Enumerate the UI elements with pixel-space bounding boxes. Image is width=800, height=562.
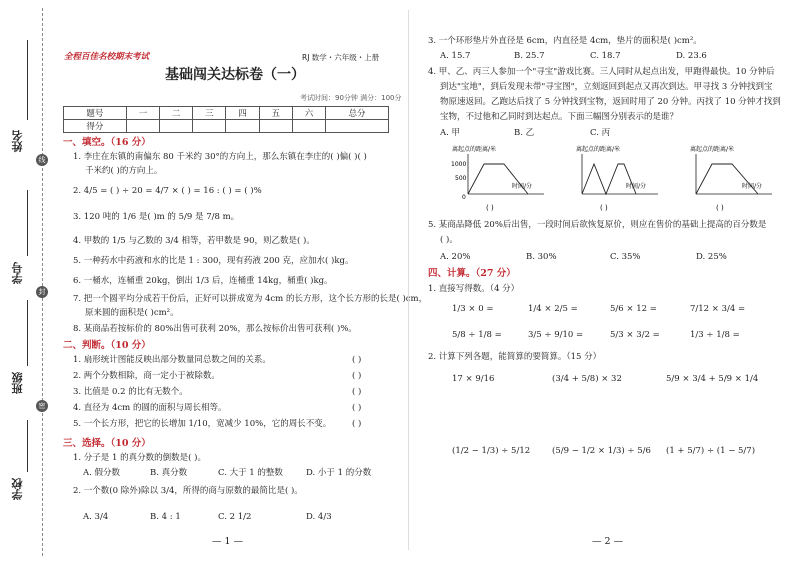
- page-divider: [408, 10, 409, 550]
- binding-dashed-line: [42, 8, 43, 556]
- choice-q3-c[interactable]: C. 18.7: [590, 51, 621, 61]
- table-cell: 题号: [64, 107, 127, 120]
- judge-item-1: 1. 扇形统计图能反映出部分数量同总数之间的关系。: [73, 355, 271, 365]
- direct-calc-7: 5/3 × 3/2 =: [610, 330, 660, 340]
- q1-line1: 1. 李庄在东镇的南偏东 80 千米约 30°的方向上，那么东镇在李庄的( )偏( )( ): [73, 152, 367, 162]
- graph-1-answer[interactable]: ( ): [486, 204, 494, 212]
- q2: 2. 4/5 = ( ) ÷ 20 = 4/7 × ( ) = 16 : ( ) = ( )%: [73, 186, 262, 196]
- choice-q5-line1: 5. 某商品降低 20%后出售，一段时间后欲恢复原价，则应在售价的基础上提高的百分数是: [428, 220, 767, 230]
- section4-sub1: 1. 直接写得数。（4 分）: [428, 284, 520, 294]
- score-table: [63, 106, 389, 133]
- calc-4: (1/2 − 1/3) ÷ 5/12: [452, 446, 531, 456]
- judge-item-5: 5. 一个长方形，把它的长增加 1/10，宽减少 10%，它的周长不变。: [73, 419, 332, 429]
- calc-1: 17 × 9/16: [452, 374, 495, 384]
- binding-mark-secret: 密: [36, 400, 48, 412]
- choice-q5-b[interactable]: B. 30%: [526, 252, 557, 262]
- table-cell: 总分: [326, 107, 389, 120]
- choice-q3-b[interactable]: B. 25.7: [514, 51, 545, 61]
- q7-line1: 7. 把一个圆平均分成若干份后，正好可以拼成宽为 4cm 的长方形，这个长方形的长是( )cm，: [73, 294, 428, 304]
- q4: 4. 甲数的 1/5 与乙数的 3/4 相等，若甲数是 90，则乙数是( )。: [73, 236, 315, 246]
- choice-q4-line2: 到达"宝地"，到后发现未带"寻宝图"，立刻返回到起点又再次到达。甲寻找 3 分钟找到宝: [440, 82, 773, 92]
- graph-1-tick-1000: 1000: [451, 161, 467, 168]
- table-cell: 得分: [64, 120, 127, 133]
- class-line: [27, 300, 28, 366]
- choice-q4-c[interactable]: C. 丙: [590, 128, 611, 138]
- direct-calc-3: 5/6 × 12 =: [610, 304, 657, 314]
- choice-q2-a[interactable]: A. 3/4: [83, 512, 109, 522]
- graph-1-xlabel: 时间/分: [512, 183, 533, 190]
- choice-q2-c[interactable]: C. 2 1/2: [218, 512, 252, 522]
- section2-title: 二、判断。（10 分）: [63, 340, 151, 351]
- choice-q3-d[interactable]: D. 23.6: [676, 51, 707, 61]
- graph-2-answer[interactable]: ( ): [600, 204, 608, 212]
- choice-q1: 1. 分子是 1 的真分数的倒数是( )。: [73, 453, 206, 463]
- page-number-2: — 2 —: [592, 536, 624, 547]
- choice-q5-d[interactable]: D. 25%: [696, 252, 727, 262]
- calc-5: (5/9 − 1/2 × 1/3) ÷ 5/6: [552, 446, 651, 456]
- choice-q5-line2: ( )。: [440, 235, 458, 245]
- choice-q5-c[interactable]: C. 35%: [610, 252, 641, 262]
- direct-calc-2: 1/4 × 2/5 =: [528, 304, 578, 314]
- choice-q2: 2. 一个数(0 除外)除以 3/4，所得的商与原数的最简比是( )。: [73, 486, 303, 496]
- direct-calc-6: 3/5 ÷ 9/10 =: [528, 330, 584, 340]
- graph-3-answer[interactable]: ( ): [716, 204, 724, 212]
- table-cell: 三: [193, 107, 226, 120]
- distance-time-graphs: [436, 142, 794, 214]
- choice-q1-c[interactable]: C. 大于 1 的整数: [218, 468, 283, 478]
- series-name: 全程百佳名校期末考试: [64, 52, 150, 62]
- score-table-header-row: [64, 107, 389, 120]
- page-title: 基础闯关达标卷（一）: [165, 67, 305, 83]
- direct-calc-8: 1/3 ÷ 1/8 =: [690, 330, 740, 340]
- judge-answer-2[interactable]: ( ): [352, 371, 362, 381]
- choice-q3: 3. 一个环形垫片外直径是 6cm，内直径是 4cm，垫片的面积是( )cm²。: [428, 36, 702, 46]
- judge-item-2: 2. 两个分数相除，商一定小于被除数。: [73, 371, 220, 381]
- judge-answer-5[interactable]: ( ): [352, 419, 362, 429]
- score-table-score-row: [64, 120, 389, 133]
- graph-3: [690, 145, 772, 212]
- judge-item-3: 3. 比值是 0.2 的比有无数个。: [73, 387, 188, 397]
- judge-answer-4[interactable]: ( ): [352, 403, 362, 413]
- graph-1: [451, 145, 544, 212]
- score-input-cell[interactable]: [160, 120, 193, 133]
- calc-3: 5/9 × 3/4 + 5/9 × 1/4: [666, 374, 759, 384]
- q7-line2: 原来圆的面积是( )cm²。: [85, 308, 179, 318]
- table-cell: 二: [160, 107, 193, 120]
- choice-q1-d[interactable]: D. 小于 1 的分数: [306, 468, 372, 478]
- q1-line2: 千米约( )的方向上。: [85, 166, 163, 176]
- choice-q2-b[interactable]: B. 4 : 1: [150, 512, 181, 522]
- exam-info: 考试时间：90分钟 满分：100分: [300, 94, 402, 102]
- table-cell: 五: [259, 107, 292, 120]
- class-label: 班级: [11, 372, 24, 394]
- score-input-cell[interactable]: [193, 120, 226, 133]
- table-cell: 一: [126, 107, 159, 120]
- graph-2-ylabel: 离起点的距离/米: [576, 146, 621, 153]
- section1-title: 一、填空。（16 分）: [63, 137, 151, 148]
- choice-q4-line1: 4. 甲、乙、丙三人参加一个"寻宝"游戏比赛。三人同时从起点出发，甲跑得最快。10 分钟后: [428, 67, 775, 77]
- direct-calc-4: 7/12 × 3/4 =: [690, 304, 746, 314]
- graph-3-ylabel: 离起点的距离/米: [690, 146, 735, 153]
- choice-q4-line4: 宝物，不过他和乙同时到达起点。下面三幅图分别表示的是谁？: [440, 112, 679, 122]
- school-label: 学校: [11, 478, 24, 500]
- section4-sub2: 2. 计算下列各题，能简算的要简算。（15 分）: [428, 352, 602, 362]
- calc-6: (1 + 5/7) ÷ (1 − 5/7): [666, 446, 756, 456]
- score-input-cell[interactable]: [326, 120, 389, 133]
- student-id-label: 学号: [11, 262, 24, 284]
- q5: 5. 一种药水中药液和水的比是 1 : 300，现有药液 200 克，应加水( )kg。: [73, 256, 354, 266]
- school-line: [27, 420, 28, 472]
- judge-item-4: 4. 直径为 4cm 的圆的面积与周长相等。: [73, 403, 227, 413]
- graph-2: [576, 145, 658, 212]
- name-line: [27, 40, 28, 120]
- choice-q4-a[interactable]: A. 甲: [440, 128, 461, 138]
- section3-title: 三、选择。（10 分）: [63, 438, 151, 449]
- id-line: [27, 190, 28, 256]
- q6: 6. 一桶水，连桶重 20kg，倒出 1/3 后，连桶重 14kg，桶重( )kg。: [73, 276, 333, 286]
- judge-answer-3[interactable]: ( ): [352, 387, 362, 397]
- graph-1-ylabel: 离起点的距离/米: [452, 146, 497, 153]
- graph-1-tick-0: 0: [462, 194, 466, 201]
- choice-q1-a[interactable]: A. 假分数: [83, 468, 121, 478]
- choice-q1-b[interactable]: B. 真分数: [150, 468, 188, 478]
- graph-1-tick-500: 500: [455, 175, 467, 182]
- score-input-cell[interactable]: [226, 120, 259, 133]
- calc-2: (3/4 + 5/8) × 32: [552, 374, 622, 384]
- choice-q3-a[interactable]: A. 15.7: [440, 51, 471, 61]
- q3: 3. 120 吨的 1/6 是( )m 的 5/9 是 7/8 m。: [73, 212, 240, 222]
- binding-mark-line: 线: [36, 154, 48, 166]
- score-input-cell[interactable]: [126, 120, 159, 133]
- graph-3-xlabel: 时间/分: [742, 183, 763, 190]
- page-number-1: — 1 —: [212, 536, 244, 547]
- choice-q4-b[interactable]: B. 乙: [514, 128, 535, 138]
- table-cell: 六: [292, 107, 325, 120]
- q8: 8. 某商品若按标价的 80%出售可获利 20%，那么按标价出售可获利( )%。: [73, 324, 357, 334]
- choice-q5-a[interactable]: A. 20%: [440, 252, 471, 262]
- binding-mark-seal: 封: [36, 286, 48, 298]
- edition-label: RJ 数学・六年级・上册: [302, 53, 380, 62]
- graph-2-xlabel: 时间/分: [626, 183, 647, 190]
- direct-calc-5: 5/8 ÷ 1/8 =: [452, 330, 502, 340]
- table-cell: 四: [226, 107, 259, 120]
- score-input-cell[interactable]: [259, 120, 292, 133]
- direct-calc-1: 1/3 × 0 =: [452, 304, 494, 314]
- judge-answer-1[interactable]: ( ): [352, 355, 362, 365]
- name-label: 姓名: [11, 130, 24, 152]
- choice-q2-d[interactable]: D. 4/3: [306, 512, 332, 522]
- choice-q4-line3: 物原速返回。乙跑达后找了 5 分钟找到宝物，返回时用了 20 分钟。丙找了 10 分钟才找到: [440, 97, 781, 107]
- score-input-cell[interactable]: [292, 120, 325, 133]
- section4-title: 四、计算。（27 分）: [428, 268, 516, 279]
